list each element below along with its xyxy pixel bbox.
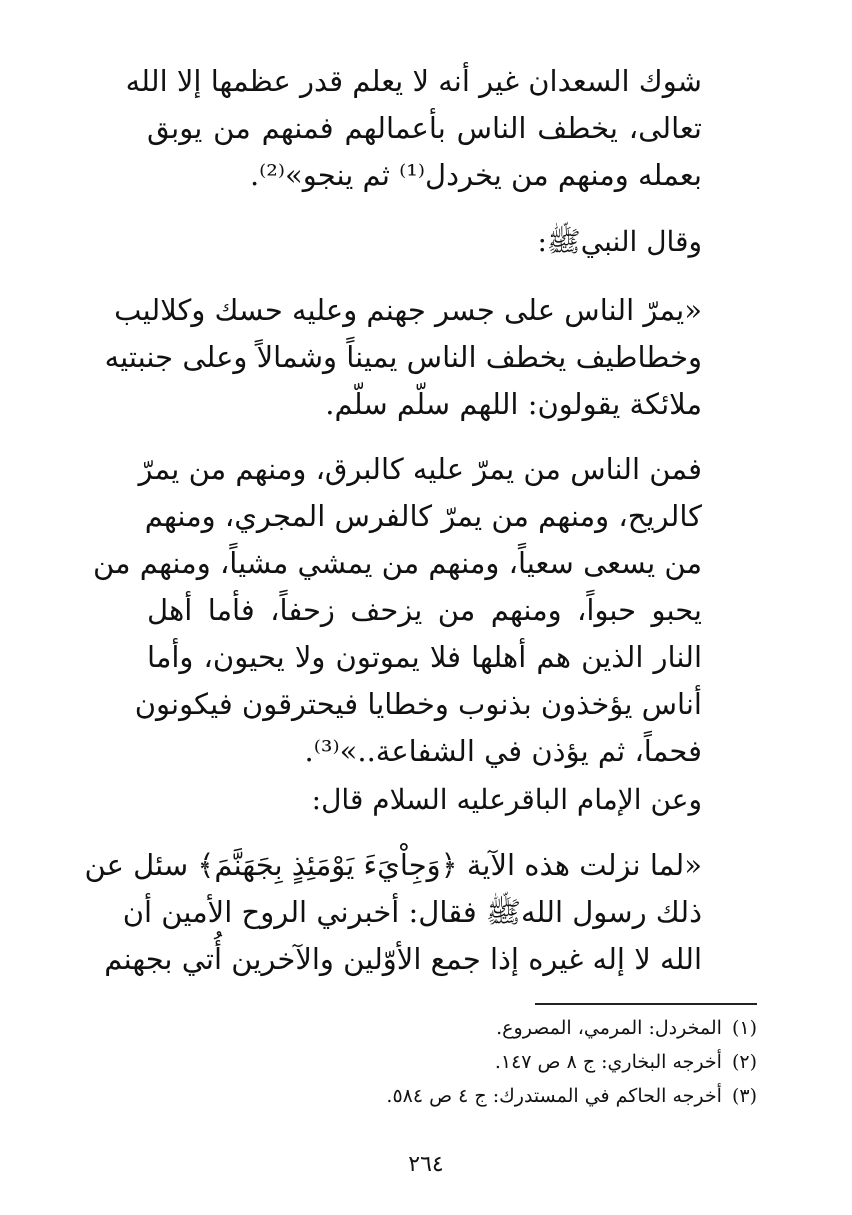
- text-line: «لما نزلت هذه الآية ﴿وَجِاْيَءَ يَوْمَئِذٍ بِجَهَنَّمَ﴾ سئل عن: [84, 848, 702, 882]
- text-line: النار الذين هم أهلها فلا يموتون ولا يحيون، وأما: [147, 640, 702, 674]
- paragraph-3: [92, 446, 702, 775]
- text-line: فمن الناس من يمرّ عليه كالبرق، ومنهم من يمرّ: [138, 452, 702, 486]
- text-line: أناس يؤخذون بذنوب وخطايا فيحترقون فيكونون: [134, 687, 702, 721]
- text-line: تعالى، يخطف الناس بأعمالهم فمنهم من يوبق: [147, 111, 702, 145]
- text-line: شوك السعدان غير أنه لا يعلم قدر عظمها إلا الله: [125, 64, 702, 98]
- paragraph-1: [125, 58, 702, 199]
- text-line: فحماً، ثم يؤذن في الشفاعة..»⁽³⁾.: [304, 734, 702, 768]
- footnote-number: (٣): [731, 1085, 757, 1107]
- text-line: بعمله ومنهم من يخردل⁽¹⁾ ثم ينجو»⁽²⁾.: [249, 158, 702, 192]
- footnote-text: أخرجه البخاري: ج ٨ ص ١٤٧.: [494, 1051, 722, 1073]
- text-line: «يمرّ الناس على جسر جهنم وعليه حسك وكلاليب: [114, 293, 702, 327]
- text-line: وخطاطيف يخطف الناس يميناً وشمالاً وعلى جنبتيه: [104, 340, 702, 374]
- section-heading-prophet: وقال النبيﷺ:: [537, 225, 702, 258]
- page-number: ٢٦٤: [408, 1152, 444, 1177]
- footnote-text: المخردل: المرمي، المصروع.: [496, 1017, 722, 1039]
- paragraph-2: [104, 287, 702, 428]
- text-line: كالريح، ومنهم من يمرّ كالفرس المجري، ومنهم: [144, 499, 702, 533]
- text-line: ملائكة يقولون: اللهم سلّم سلّم.: [325, 387, 702, 421]
- text-line: الله لا إله غيره إذا جمع الأوّلين والآخرين أُتي بجهنم: [104, 942, 702, 976]
- text-line: ذلك رسول اللهﷺ فقال: أخبرني الروح الأمين أن: [122, 895, 702, 929]
- footnote-text: أخرجه الحاكم في المستدرك: ج ٤ ص ٥٨٤.: [386, 1085, 722, 1107]
- footnote-3: [157, 1079, 757, 1113]
- footnote-number: (٢): [731, 1051, 757, 1073]
- footnote-1: [157, 1011, 757, 1045]
- footnote-2: [157, 1045, 757, 1079]
- footnotes: [157, 1011, 757, 1113]
- section-heading-baqir: وعن الإمام الباقرعليه السلام قال:: [311, 783, 702, 816]
- text-line: من يسعى سعياً، ومنهم من يمشي مشياً، ومنهم من: [92, 546, 702, 580]
- paragraph-4: [84, 842, 702, 983]
- footnote-number: (١): [731, 1017, 757, 1039]
- text-line: يحبو حبواً، ومنهم من يزحف زحفاً، فأما أهل: [147, 593, 702, 627]
- footnote-divider: [535, 1003, 757, 1005]
